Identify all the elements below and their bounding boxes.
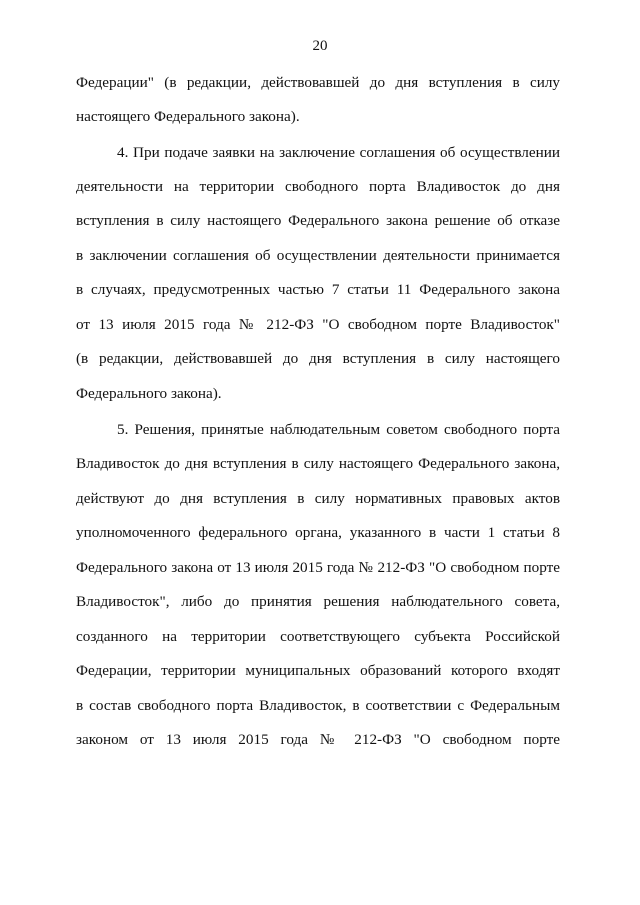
text-line: в состав свободного порта Владивосток, в соответствии с Федеральным	[76, 697, 560, 714]
text-line: Федерации" (в редакции, действовавшей до дня вступления в силу	[76, 74, 560, 91]
text-line: уполномоченного федерального органа, указанного в части 1 статьи 8	[76, 524, 560, 541]
text-line: действуют до дня вступления в силу нормативных правовых актов	[76, 490, 560, 507]
text-line: Федерального закона).	[76, 385, 222, 402]
text-line: в случаях, предусмотренных частью 7 статьи 11 Федерального закона	[76, 281, 560, 298]
text-line: законом от 13 июля 2015 года № 212-ФЗ "О свободном порте	[76, 731, 560, 748]
text-line: деятельности на территории свободного порта Владивосток до дня	[76, 178, 560, 195]
text-line: созданного на территории соответствующего субъекта Российской	[76, 628, 560, 645]
text-line: Владивосток", либо до принятия решения наблюдательного совета,	[76, 593, 560, 610]
text-line: Владивосток до дня вступления в силу настоящего Федерального закона,	[76, 455, 560, 472]
text-line: Федерации, территории муниципальных образований которого входят	[76, 662, 560, 679]
text-line: (в редакции, действовавшей до дня вступления в силу настоящего	[76, 350, 560, 367]
page-number: 20	[312, 38, 328, 54]
text-line: настоящего Федерального закона).	[76, 108, 300, 125]
paragraph-4-first-line: 4. При подаче заявки на заключение соглашения об осуществлении	[117, 144, 560, 161]
text-line: в заключении соглашения об осуществлении деятельности принимается	[76, 247, 560, 264]
paragraph-5-first-line: 5. Решения, принятые наблюдательным советом свободного порта	[117, 421, 560, 438]
text-line: от 13 июля 2015 года № 212-ФЗ "О свободном порте Владивосток"	[76, 316, 560, 333]
text-line: Федерального закона от 13 июля 2015 года № 212-ФЗ "О свободном порте	[76, 559, 560, 576]
text-line: вступления в силу настоящего Федерального закона решение об отказе	[76, 212, 560, 229]
